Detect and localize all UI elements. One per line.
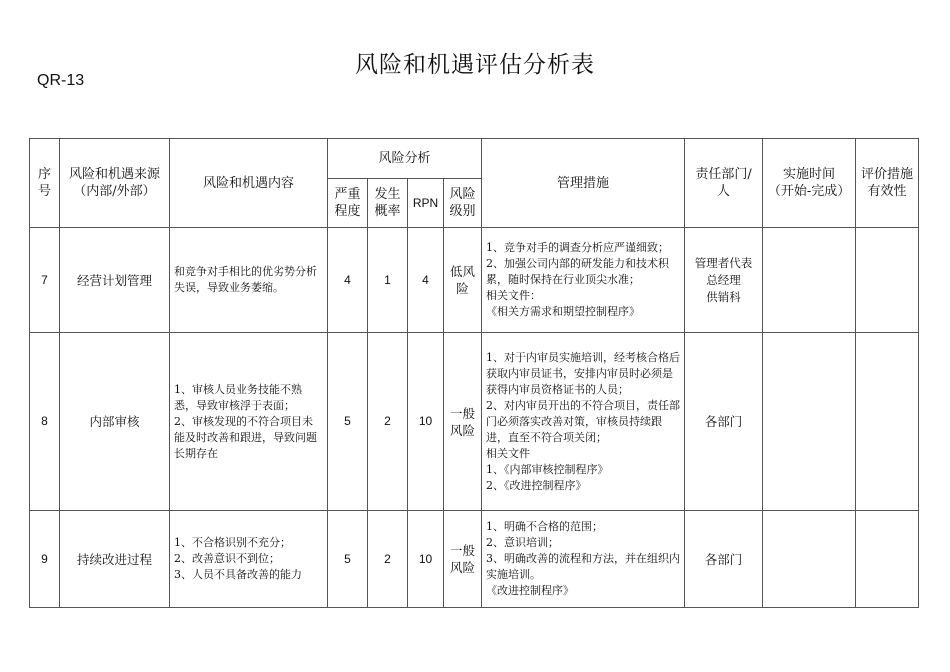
row-severity: 5	[328, 511, 368, 608]
row-schedule	[763, 228, 856, 333]
table-row	[30, 333, 919, 511]
row-effectiveness	[856, 511, 919, 608]
row-severity: 4	[328, 228, 368, 333]
header-rpn: RPN	[408, 179, 444, 228]
table-row	[30, 511, 919, 608]
row-level: 低风 险	[444, 228, 482, 333]
row-probability: 2	[368, 333, 408, 511]
row-probability: 1	[368, 228, 408, 333]
header-measures: 管理措施	[482, 139, 685, 228]
row-measures: 1、竞争对手的调查分析应严谨细致； 2、加强公司内部的研发能力和技术积累，随时保持在行业顶尖水准； 相关文件： 《相关方需求和期望控制程序》	[482, 228, 685, 333]
row-measures: 1、对于内审员实施培训，经考核合格后获取内审员证书，安排内审员时必须是获得内审员资格证书的人员； 2、对内审员开出的不符合项目，责任部门必须落实改善对策，审核员持续跟进，直至不符合项关闭； 相关文件 1、《内部审核控制程序》 2、《改进控制程序》	[482, 333, 685, 511]
row-responsible: 各部门	[685, 511, 763, 608]
row-rpn: 10	[408, 511, 444, 608]
row-rpn: 4	[408, 228, 444, 333]
header-source: 风险和机遇来源 （内部/外部）	[60, 139, 170, 228]
header-responsible: 责任部门/ 人	[685, 139, 763, 228]
document-code: QR-13	[37, 72, 85, 89]
row-effectiveness	[856, 228, 919, 333]
row-content: 1、不合格识别不充分； 2、改善意识不到位； 3、人员不具备改善的能力	[170, 511, 328, 608]
header-seq: 序 号	[30, 139, 60, 228]
header-effectiveness: 评价措施 有效性	[856, 139, 919, 228]
row-source: 内部审核	[60, 333, 170, 511]
row-schedule	[763, 511, 856, 608]
row-effectiveness	[856, 333, 919, 511]
header-severity: 严重 程度	[328, 179, 368, 228]
row-seq: 8	[30, 333, 60, 511]
row-probability: 2	[368, 511, 408, 608]
row-responsible: 管理者代表 总经理 供销科	[685, 228, 763, 333]
header-schedule: 实施时间 （开始-完成）	[763, 139, 856, 228]
row-measures: 1、明确不合格的范围； 2、意识培训； 3、明确改善的流程和方法，并在组织内实施培训。 《改进控制程序》	[482, 511, 685, 608]
row-source: 经营计划管理	[60, 228, 170, 333]
row-rpn: 10	[408, 333, 444, 511]
row-source: 持续改进过程	[60, 511, 170, 608]
row-level: 一般 风险	[444, 333, 482, 511]
row-content: 1、审核人员业务技能不熟悉，导致审核浮于表面； 2、审核发现的不符合项目未能及时改善和跟进，导致问题长期存在	[170, 333, 328, 511]
row-seq: 7	[30, 228, 60, 333]
row-responsible: 各部门	[685, 333, 763, 511]
row-content: 和竞争对手相比的优劣势分析失误，导致业务萎缩。	[170, 228, 328, 333]
table-row	[30, 228, 919, 333]
header-probability: 发生 概率	[368, 179, 408, 228]
header-level: 风险 级别	[444, 179, 482, 228]
header-content: 风险和机遇内容	[170, 139, 328, 228]
row-severity: 5	[328, 333, 368, 511]
row-schedule	[763, 333, 856, 511]
header-risk-analysis: 风险分析	[328, 139, 482, 179]
row-seq: 9	[30, 511, 60, 608]
row-level: 一般 风险	[444, 511, 482, 608]
risk-assessment-table	[29, 138, 919, 608]
document-title: 风险和机遇评估分析表	[355, 52, 595, 78]
